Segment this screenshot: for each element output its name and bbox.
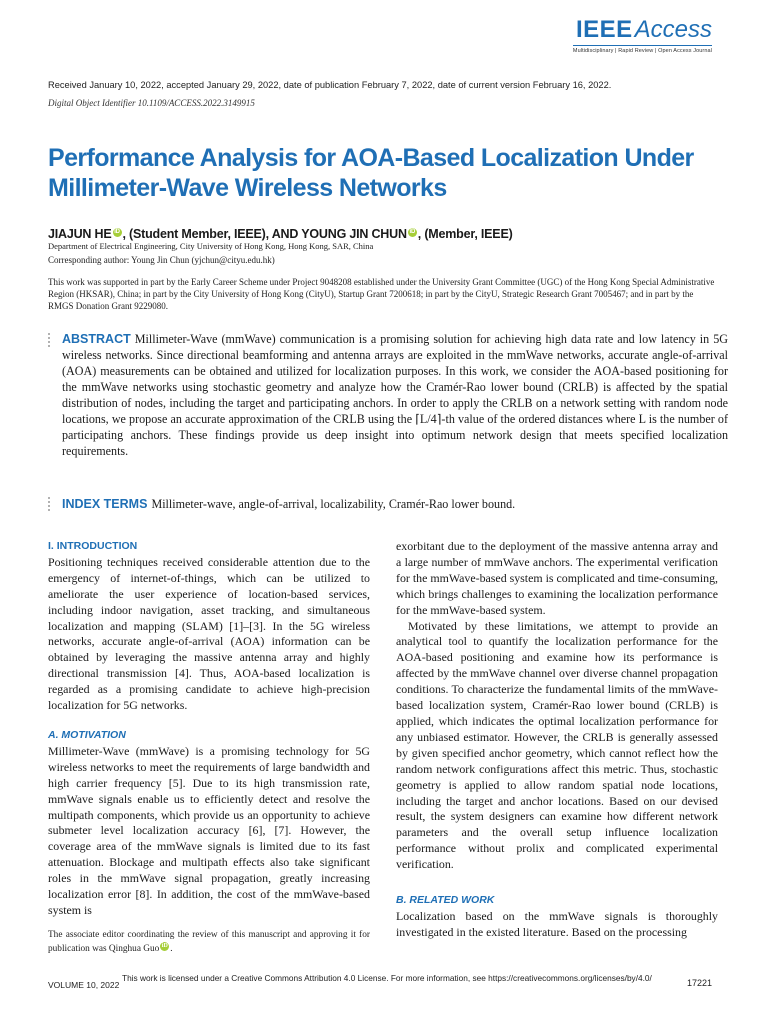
subsection-heading-related-work: B. RELATED WORK bbox=[396, 894, 495, 907]
paragraph: exorbitant due to the deployment of the massive antenna array and a large number of mmWave anchors. The experimental verification for the mmWave-based system is complicated and time-consuming, which brings challenges to examining the localization performance for the mmWave-based system. bbox=[396, 539, 718, 617]
paragraph: Positioning techniques received considerable attention due to the emergency of internet-of-things, which can be utilized to ameliorate the user experience of location-based services, including indoor navigation, asset tracking, and simultaneous localization and mapping (SLAM) [1]–[3]. In the 5G wireless networks, accurate angle-of-arrival (AOA) information can be obtained by leveraging the massive antenna array and highly directional transmission [4]. Thus, AOA-based localization is regarded as a promising candidate to achieve high-precision localization for 5G networks. bbox=[48, 554, 370, 713]
index-terms bbox=[62, 496, 728, 512]
author-line bbox=[48, 227, 513, 241]
abstract bbox=[62, 331, 728, 459]
received-dates: Received January 10, 2022, accepted January 29, 2022, date of publication February 7, 2022, date of current version February 16, 2022. bbox=[48, 80, 612, 90]
logo-wordmark bbox=[573, 18, 712, 42]
right-column bbox=[396, 539, 718, 941]
abstract-marker-icon bbox=[48, 333, 51, 349]
paragraph: Localization based on the mmWave signals is thoroughly investigated in the existed literature. Based on the processing bbox=[396, 908, 718, 939]
paragraph: Motivated by these limitations, we attempt to provide an analytical tool to quantify the localization performance for the AOA-based positioning and examine how its performance is affected by the mmWave channel over diverse channel propagation conditions. To characterize the fundamental limits of the mmWave-based localization system, Cramér-Rao lower bound (CRLB) is applied, which indicates the optimal localization performance for any unbiased estimator. However, the CRLB is generally assessed by given specified anchor geometry, which cannot reflect how the random network configurations affect this metric. Thus, stochastic geometry is applied to allow random spatial node locations, including the target and anchor locations. Based on our devised result, the system designers can examine how different network parameters and the overall setup influence localization performance without prolix and complicated experimental verification. bbox=[396, 618, 718, 872]
author-2[interactable]: YOUNG JIN CHUN bbox=[301, 227, 407, 241]
abstract-text: Millimeter-Wave (mmWave) communication is a promising solution for achieving high data rate and low latency in 5G wireless networks. Since directional beamforming and antenna arrays are exploited in the mmWave networks, accurate angle-of-arrival (AOA) measurements can be obtained and utilized for localization purposes. In this work, we consider the AOA-based positioning for the mmWave networks using stochastic geometry and analyze how the Cramér-Rao lower bound (CRLB) is affected by the spatial distribution of nodes, including the target and participating anchors. In order to apply the CRLB on a network setting with random node locations, we propose an accurate approximation of the CRLB using the ⌈L/4⌉-th value of the ordered distances where L is the number of participating anchors. These findings provide us deep insight into optimum network design that meets specified localization requirements. bbox=[62, 332, 728, 458]
section-heading-introduction: I. INTRODUCTION bbox=[48, 540, 138, 552]
abstract-label: ABSTRACT bbox=[62, 332, 131, 346]
footer-page-number: 17221 bbox=[686, 978, 712, 988]
editor-footnote: The associate editor coordinating the review of this manuscript and approving it for publication was Qinghua Guo iD . bbox=[48, 930, 370, 955]
logo-tagline: Multidisciplinary | Rapid Review | Open Access Journal bbox=[572, 48, 712, 54]
author-1[interactable]: JIAJUN HE bbox=[48, 227, 112, 241]
paper-title: Performance Analysis for AOA-Based Localization Under Millimeter-Wave Wireless Networks bbox=[48, 144, 694, 202]
footer-license[interactable]: This work is licensed under a Creative Commons Attribution 4.0 License. For more information, see https://creativecommons.org/licenses/by/4.0/ bbox=[122, 973, 652, 983]
orcid-icon[interactable]: iD bbox=[114, 228, 120, 235]
affiliation: Department of Electrical Engineering, City University of Hong Kong, Hong Kong, SAR, China bbox=[48, 241, 374, 251]
logo-rule bbox=[573, 45, 712, 46]
index-terms-marker-icon bbox=[48, 497, 51, 513]
author-1-role: , (Student Member, IEEE), AND bbox=[122, 227, 302, 241]
left-column bbox=[48, 539, 370, 919]
corresponding-author: Corresponding author: Young Jin Chun (yjchun@cityu.edu.hk) bbox=[48, 255, 275, 265]
orcid-icon[interactable]: iD bbox=[161, 943, 168, 949]
index-terms-label: INDEX TERMS bbox=[62, 497, 148, 511]
journal-logo bbox=[573, 18, 712, 54]
subsection-heading-motivation: A. MOTIVATION bbox=[48, 728, 126, 741]
footnote-text: The associate editor coordinating the review of this manuscript and approving it for publication was Qinghua Guo bbox=[48, 930, 370, 955]
index-terms-text: Millimeter-wave, angle-of-arrival, localizability, Cramér-Rao lower bound. bbox=[151, 497, 516, 511]
paragraph: Millimeter-Wave (mmWave) is a promising technology for 5G wireless networks to meet the requirements of large bandwidth and high carrier frequency [5]. Due to its high transmission rate, mmWave signals enable us to efficiently detect and resolve the multipath components, which provide us an opportunity to achieve submeter level localization accuracy [6], [7]. However, the coverage area of the mmWave signals is limited due to its fast attenuation. Blockage and multipath effects also take significant roles in the mmWave signal propagation, greatly increasing localization error [8]. In addition, the cost of the mmWave-based system is bbox=[48, 743, 370, 917]
funding-statement: This work was supported in part by the Early Career Scheme under Project 9048208 established under the University Grant Committee (UGC) of the Hong Kong Special Administrative Region (HKSAR), China; in part by the City University of Hong Kong (CityU), Startup Grant 7200618; in part by the CityU, Strategic Research Grant 7005467; and in part by the RMGS Donation Grant 9229080. bbox=[48, 277, 715, 311]
logo-ieee: IEEE bbox=[575, 16, 633, 43]
footer-volume: VOLUME 10, 2022 bbox=[48, 980, 120, 990]
logo-access: Access bbox=[634, 16, 712, 43]
doi[interactable]: Digital Object Identifier 10.1109/ACCESS.2022.3149915 bbox=[48, 98, 255, 108]
orcid-icon[interactable]: iD bbox=[409, 228, 416, 235]
author-2-role: , (Member, IEEE) bbox=[417, 227, 513, 241]
